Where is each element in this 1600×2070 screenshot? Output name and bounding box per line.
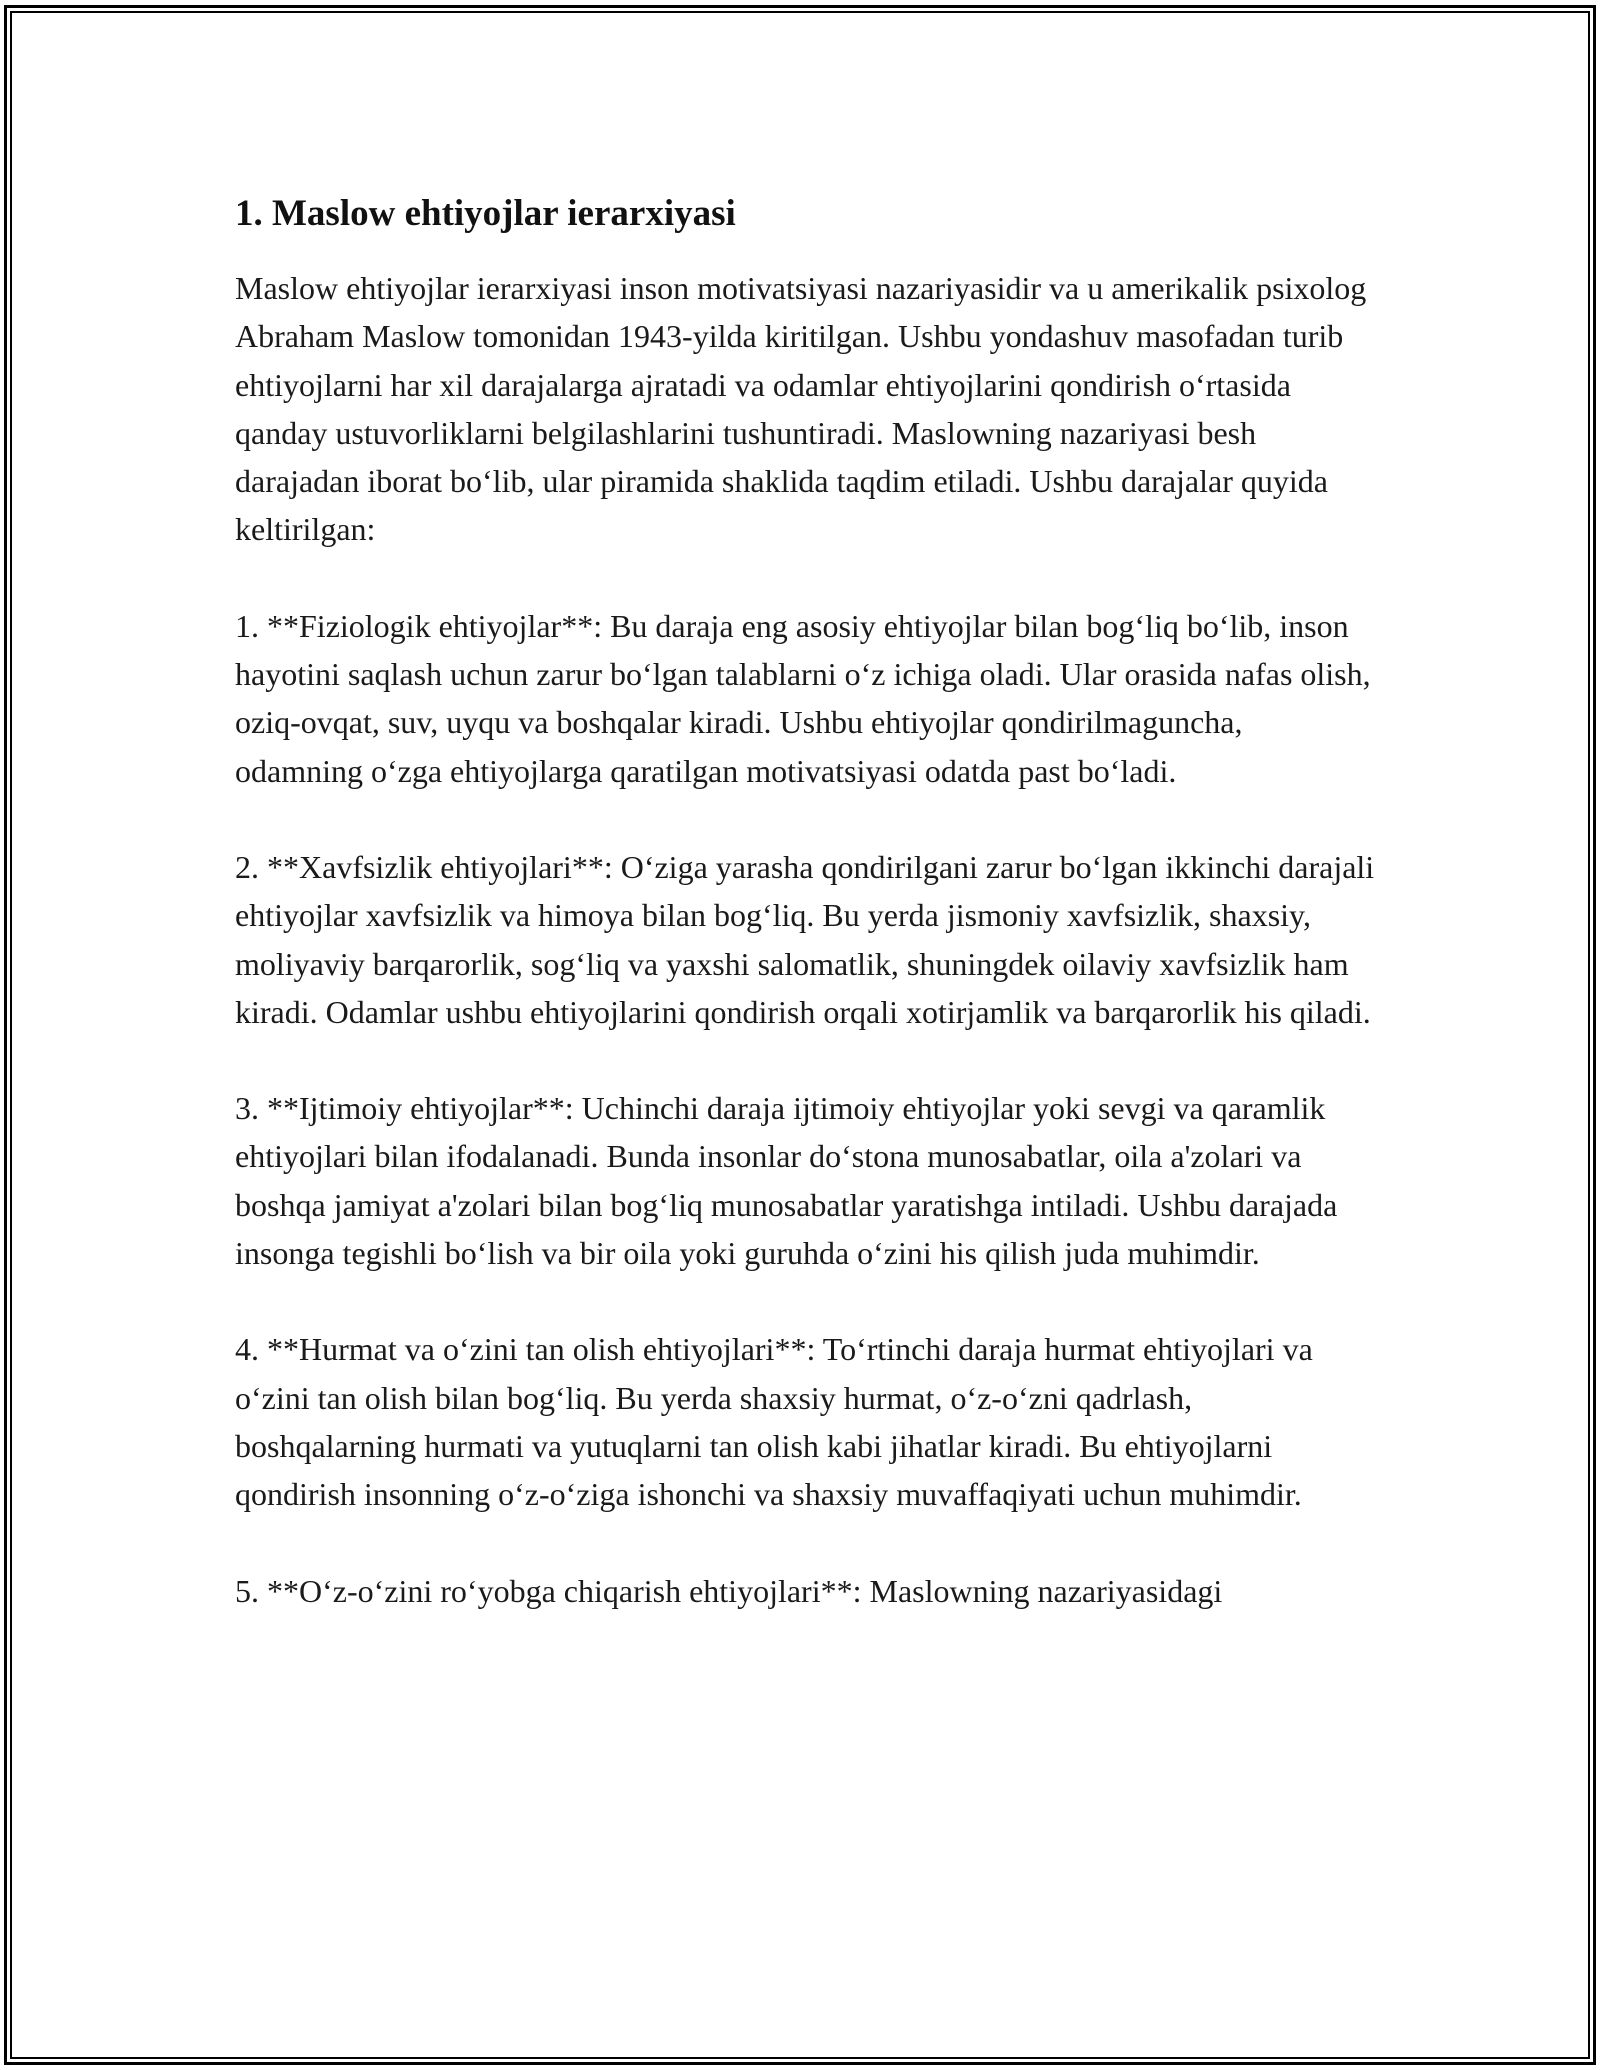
document-body [235,186,1375,1663]
paragraph-social-needs: 3. **Ijtimoiy ehtiyojlar**: Uchinchi daraja ijtimoiy ehtiyojlar yoki sevgi va qaramlik ehtiyojlari bilan ifodalanadi. Bunda insonlar do‘stona munosabatlar, oila a'zolari va boshqa jamiyat a'zolari bilan bog‘liq munosabatlar yaratishga intiladi. Ushbu darajada insonga tegishli bo‘lish va bir oila yoki guruhda o‘zini his qilish juda muhimdir. [235,1090,1338,1272]
paragraph-physiological-needs: 1. **Fiziologik ehtiyojlar**: Bu daraja eng asosiy ehtiyojlar bilan bog‘liq bo‘lib, inson hayotini saqlash uchun zarur bo‘lgan talablarni o‘z ichiga oladi. Ular orasida nafas olish, oziq-ovqat, suv, uyqu va boshqalar kiradi. Ushbu ehtiyojlar qondirilmaguncha, odamning o‘zga ehtiyojlarga qaratilgan motivatsiyasi odatda past bo‘ladi. [235,607,1371,789]
section-heading: 1. Maslow ehtiyojlar ierarxiyasi [235,193,736,234]
paragraph-safety-needs: 2. **Xavfsizlik ehtiyojlari**: O‘ziga yarasha qondirilgani zarur bo‘lgan ikkinchi darajali ehtiyojlar xavfsizlik va himoya bilan bog‘liq. Bu yerda jismoniy xavfsizlik, shaxsiy, moliyaviy barqarorlik, sog‘liq va yaxshi salomatlik, shuningdek oilaviy xavfsizlik ham kiradi. Odamlar ushbu ehtiyojlarini qondirish orqali xotirjamlik va barqarorlik his qiladi. [235,848,1375,1030]
paragraph-esteem-needs: 4. **Hurmat va o‘zini tan olish ehtiyojlari**: To‘rtinchi daraja hurmat ehtiyojlari va o‘zini tan olish bilan bog‘liq. Bu yerda shaxsiy hurmat, o‘z-o‘zni qadrlash, boshqalarning hurmati va yutuqlarni tan olish kabi jihatlar kiradi. Bu ehtiyojlarni qondirish insonning o‘z-o‘ziga ishonchi va shaxsiy muvaffaqiyati uchun muhimdir. [235,1331,1313,1513]
intro-paragraph: Maslow ehtiyojlar ierarxiyasi inson motivatsiyasi nazariyasidir va u amerikalik psixolog Abraham Maslow tomonidan 1943-yilda kiritilgan. Ushbu yondashuv masofadan turib ehtiyojlarni har xil darajalarga ajratadi va odamlar ehtiyojlarini qondirish o‘rtasida qanday ustuvorliklarni belgilashlarini tushuntiradi. Maslowning nazariyasi besh darajadan iborat bo‘lib, ular piramida shaklida taqdim etiladi. Ushbu darajalar quyida keltirilgan: [235,270,1367,548]
paragraph-self-actualization-needs: 5. **O‘z-o‘zini ro‘yobga chiqarish ehtiyojlari**: Maslowning nazariyasidagi [235,1572,1223,1609]
